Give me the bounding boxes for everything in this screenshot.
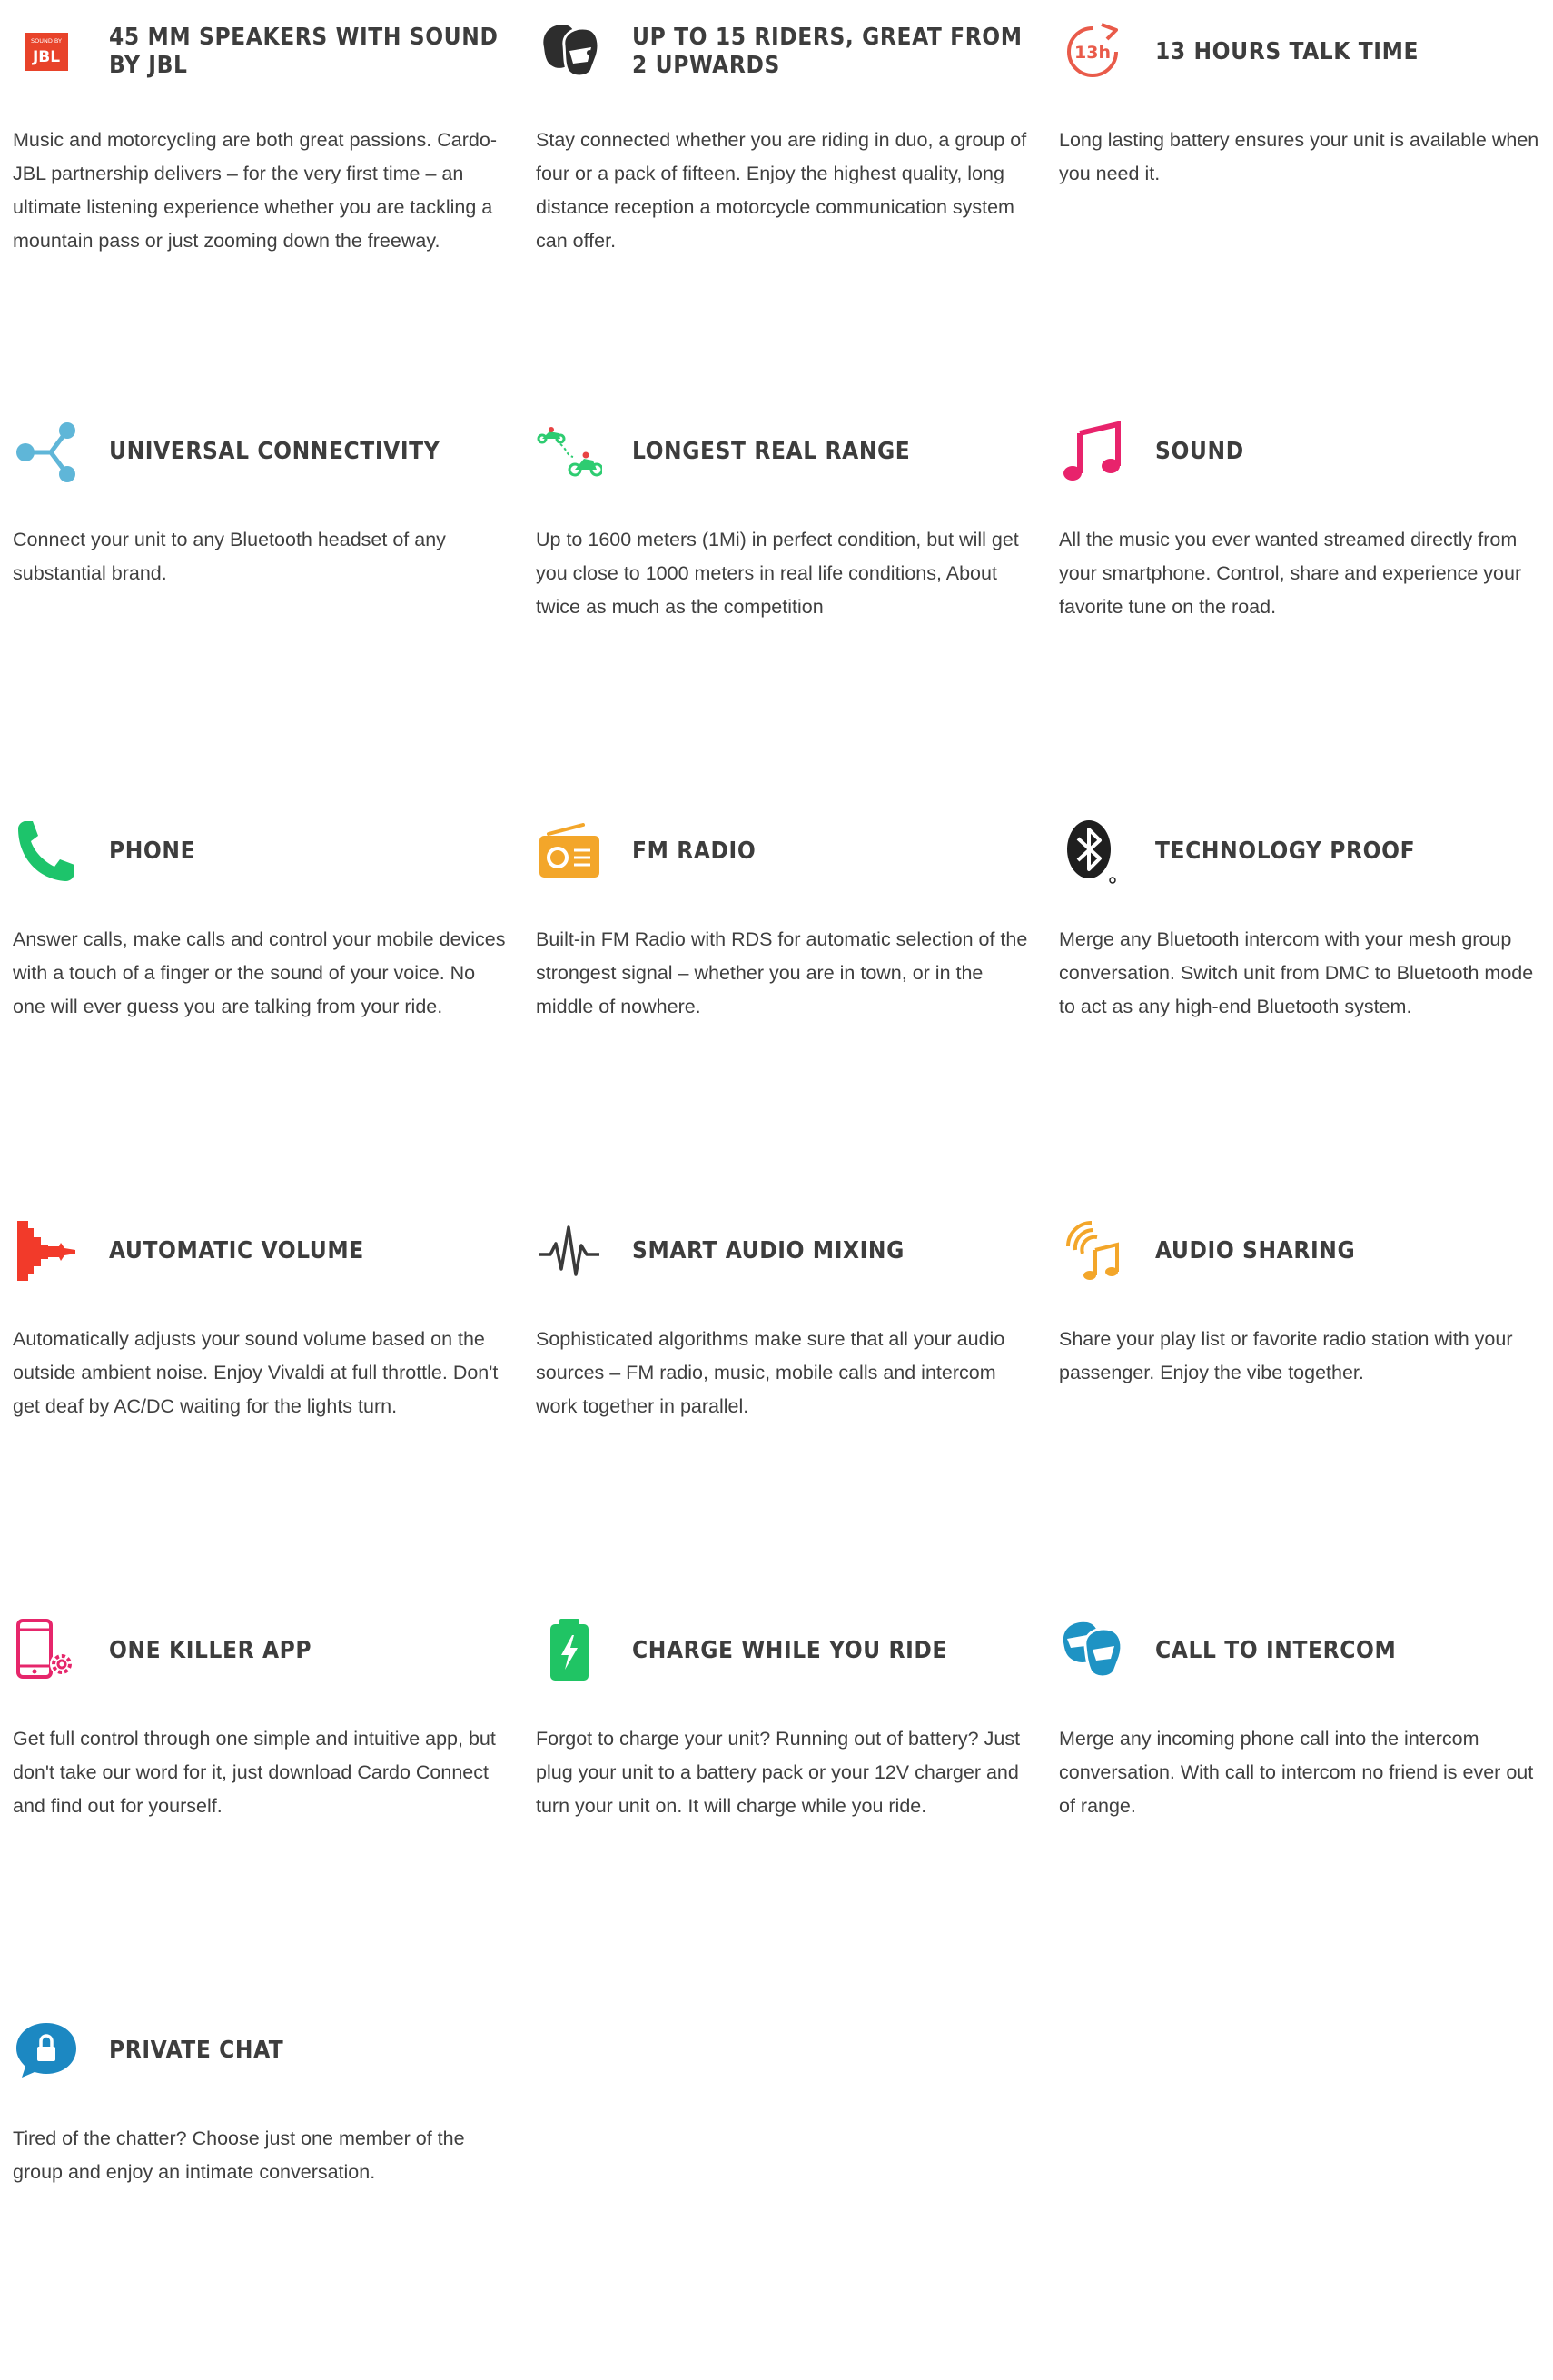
feature-audio-sharing (1059, 1217, 1553, 1581)
riders-helmets-icon (536, 18, 603, 85)
feature-call-to-intercom (1059, 1617, 1553, 1980)
call-intercom-helmets-icon (1059, 1617, 1126, 1684)
battery-charge-icon (536, 1617, 603, 1684)
audio-sharing-icon (1059, 1217, 1126, 1284)
feature-description: Tired of the chatter? Choose just one member of the group and enjoy an intimate conversation. (13, 2127, 465, 2183)
talk-time-label: 13h (1074, 43, 1111, 63)
feature-description: Built-in FM Radio with RDS for automatic selection of the strongest signal – whether you are in town, or in the middle of nowhere. (536, 928, 1028, 1017)
feature-description: Connect your unit to any Bluetooth headset of any substantial brand. (13, 529, 446, 584)
feature-title: TECHNOLOGY PROOF (1155, 837, 1416, 865)
music-note-icon (1059, 418, 1126, 485)
radio-icon (536, 818, 603, 885)
feature-longest-range (536, 418, 1034, 781)
feature-smart-audio-mixing (536, 1217, 1034, 1581)
feature-title: AUDIO SHARING (1155, 1236, 1356, 1264)
feature-description: Up to 1600 meters (1Mi) in perfect condition, but will get you close to 1000 meters in real life conditions, About twice as much as the competition (536, 529, 1019, 618)
feature-one-killer-app (13, 1617, 510, 1980)
feature-universal-connectivity (13, 418, 510, 781)
feature-description: Sophisticated algorithms make sure that all your audio sources – FM radio, music, mobile calls and intercom work together in parallel. (536, 1328, 1005, 1417)
feature-riders (536, 18, 1034, 382)
feature-description: All the music you ever wanted streamed directly from your smartphone. Control, share and experience your favorite tune on the road. (1059, 529, 1522, 618)
feature-title: ONE KILLER APP (109, 1636, 312, 1664)
feature-title: SOUND (1155, 437, 1244, 465)
feature-title: 45 MM SPEAKERS WITH SOUND BY JBL (109, 24, 499, 79)
feature-title: SMART AUDIO MIXING (632, 1236, 905, 1264)
feature-title: UNIVERSAL CONNECTIVITY (109, 437, 440, 465)
feature-description: Music and motorcycling are both great passions. Cardo-JBL partnership delivers – for the very first time – an ultimate listening experience whether you are tackling a mountain pass or just zooming down the freeway. (13, 129, 497, 252)
phone-icon (13, 818, 80, 885)
feature-description: Stay connected whether you are riding in duo, a group of four or a pack of fifteen. Enjoy the highest quality, long distance reception a motorcycle communication system can offer. (536, 129, 1027, 252)
feature-fm-radio (536, 818, 1034, 1181)
feature-description: Merge any Bluetooth intercom with your mesh group conversation. Switch unit from DMC to Bluetooth mode to act as any high-end Bluetooth system. (1059, 928, 1534, 1017)
feature-title: PHONE (109, 837, 196, 865)
feature-title: 13 HOURS TALK TIME (1155, 37, 1419, 65)
share-connectivity-icon (13, 418, 80, 485)
feature-title: LONGEST REAL RANGE (632, 437, 911, 465)
motorcycles-range-icon (536, 418, 603, 485)
feature-phone (13, 818, 510, 1181)
feature-charge-while-ride (536, 1617, 1034, 1980)
feature-automatic-volume (13, 1217, 510, 1581)
feature-title: CHARGE WHILE YOU RIDE (632, 1636, 948, 1664)
feature-technology-proof (1059, 818, 1553, 1181)
feature-talk-time (1059, 18, 1553, 382)
pulse-wave-icon (536, 1217, 603, 1284)
feature-description: Forgot to charge your unit? Running out of battery? Just plug your unit to a battery pack or your 12V charger and turn your unit on. It will charge while you ride. (536, 1728, 1021, 1817)
feature-speakers-jbl (13, 18, 510, 382)
jbl-logo-caption: SOUND BY (30, 37, 63, 45)
feature-private-chat (13, 2017, 510, 2380)
feature-title: UP TO 15 RIDERS, GREAT FROM 2 UPWARDS (632, 24, 1023, 79)
feature-title: FM RADIO (632, 837, 757, 865)
feature-description: Share your play list or favorite radio station with your passenger. Enjoy the vibe together. (1059, 1328, 1513, 1383)
sound-wave-icon (13, 1217, 80, 1284)
feature-description: Automatically adjusts your sound volume based on the outside ambient noise. Enjoy Vivaldi at full throttle. Don't get deaf by AC/DC waiting for the lights turn. (13, 1328, 499, 1417)
jbl-logo-wordmark: JBL (32, 48, 61, 66)
feature-sound (1059, 418, 1553, 781)
feature-title: PRIVATE CHAT (109, 2036, 284, 2064)
bluetooth-icon (1059, 818, 1126, 885)
feature-title: CALL TO INTERCOM (1155, 1636, 1397, 1664)
private-chat-lock-icon (13, 2017, 80, 2084)
feature-description: Answer calls, make calls and control your mobile devices with a touch of a finger or the sound of your voice. No one will ever guess you are talking from your ride. (13, 928, 506, 1017)
feature-description: Get full control through one simple and intuitive app, but don't take our word for it, just download Cardo Connect and find out for yourself. (13, 1728, 496, 1817)
feature-description: Long lasting battery ensures your unit is available when you need it. (1059, 129, 1539, 184)
feature-title: AUTOMATIC VOLUME (109, 1236, 364, 1264)
feature-description: Merge any incoming phone call into the intercom conversation. With call to intercom no friend is ever out of range. (1059, 1728, 1534, 1817)
smartphone-gear-icon (13, 1617, 80, 1684)
jbl-logo-icon (13, 18, 80, 85)
talk-time-13h-icon (1059, 18, 1126, 85)
